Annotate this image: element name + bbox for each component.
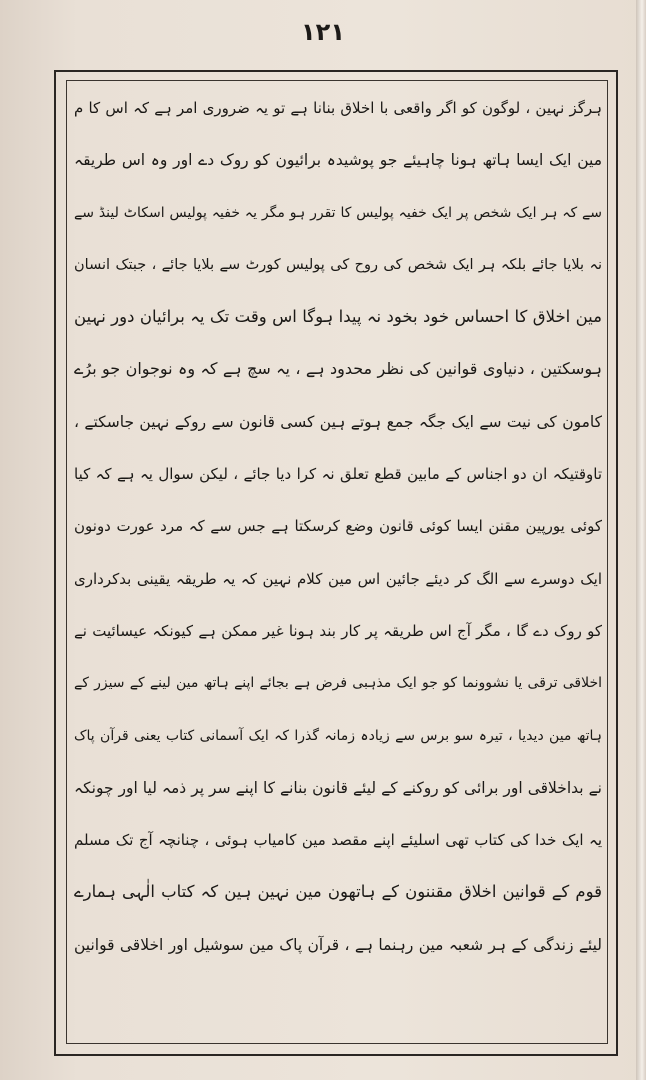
text-line: کو روک دے گا ، مگر آج اس طریقہ پر کار بند ہونا غیر ممکن ہے کیونکہ عیسائیت نے — [74, 621, 602, 640]
text-line: قوم کے قوانین اخلاق مقننون کے ہاتھون مین نہین ہین کہ کتاب الٰہی ہمارے — [74, 882, 602, 902]
text-line: مین ایک ایسا ہاتھ ہونا چاہیئے جو پوشیدہ برائیون کو روک دے اور وہ اس طریقہ — [74, 151, 602, 170]
text-line: کوئی یورپین مقنن ایسا کوئی قانون وضع کرسکتا ہے جس سے کہ مرد عورت دونون — [74, 517, 602, 536]
text-line: ہرگز نہین ، لوگون کو اگر واقعی با اخلاق بنانا ہے تو یہ ضروری امر ہے کہ اس کا م — [74, 99, 602, 117]
page-edge — [636, 0, 646, 1080]
text-line: نے بداخلاقی اور برائی کو روکنے کے لیئے قانون بنانے کا اپنے سر پر ذمہ لیا اور چونکہ — [74, 778, 602, 797]
text-line: نہ بلایا جائے بلکہ ہر ایک شخص کی روح کی پولیس کورٹ سے بلایا جائے ، جبتک انسان — [74, 256, 602, 273]
urdu-text-block — [74, 82, 602, 1042]
text-line: اخلاقی ترقی یا نشوونما کو جو ایک مذہبی فرض ہے بجائے اپنے ہاتھ مین لینے کے سیزر کے — [74, 675, 602, 692]
text-line: ہوسکتین ، دنیاوی قوانین کی نظر محدود ہے ، یہ سچ ہے کہ وہ نوجوان جو برُے — [74, 359, 602, 379]
text-line: تاوقتیکہ ان دو اجناس کے مابین قطع تعلق نہ کرا دیا جائے ، لیکن سوال یہ ہے کہ کیا — [74, 465, 602, 484]
page-number: ۱۲۱ — [301, 18, 345, 46]
text-line: ہاتھ مین دیدیا ، تیرہ سو برس سے زیادہ زمانہ گذرا کہ ایک آسمانی کتاب یعنی قرآن پاک — [74, 727, 602, 744]
text-line: یہ ایک خدا کی کتاب تھی اسلیئے اپنے مقصد مین کامیاب ہوئی ، چنانچہ آج تک مسلم — [74, 831, 602, 850]
text-line: مین اخلاق کا احساس خود بخود نہ پیدا ہوگا اس وقت تک یہ برائیان دور نہین — [74, 307, 602, 327]
text-line: لیئے زندگی کے ہر شعبہ مین رہنما ہے ، قرآن پاک مین سوشیل اور اخلاقی قوانین — [74, 935, 602, 954]
text-line: کامون کی نیت سے ایک جگہ جمع ہوتے ہین کسی قانون سے روکے نہین جاسکتے ، — [74, 412, 602, 431]
text-line: ایک دوسرے سے الگ کر دیئے جائین اس مین کلام نہین کہ یہ طریقہ یقینی بدکرداری — [74, 569, 602, 588]
text-line: سے کہ ہر ایک شخص پر ایک خفیہ پولیس کا تقرر ہو مگر یہ خفیہ پولیس اسکاٹ لینڈ سے — [74, 204, 602, 221]
